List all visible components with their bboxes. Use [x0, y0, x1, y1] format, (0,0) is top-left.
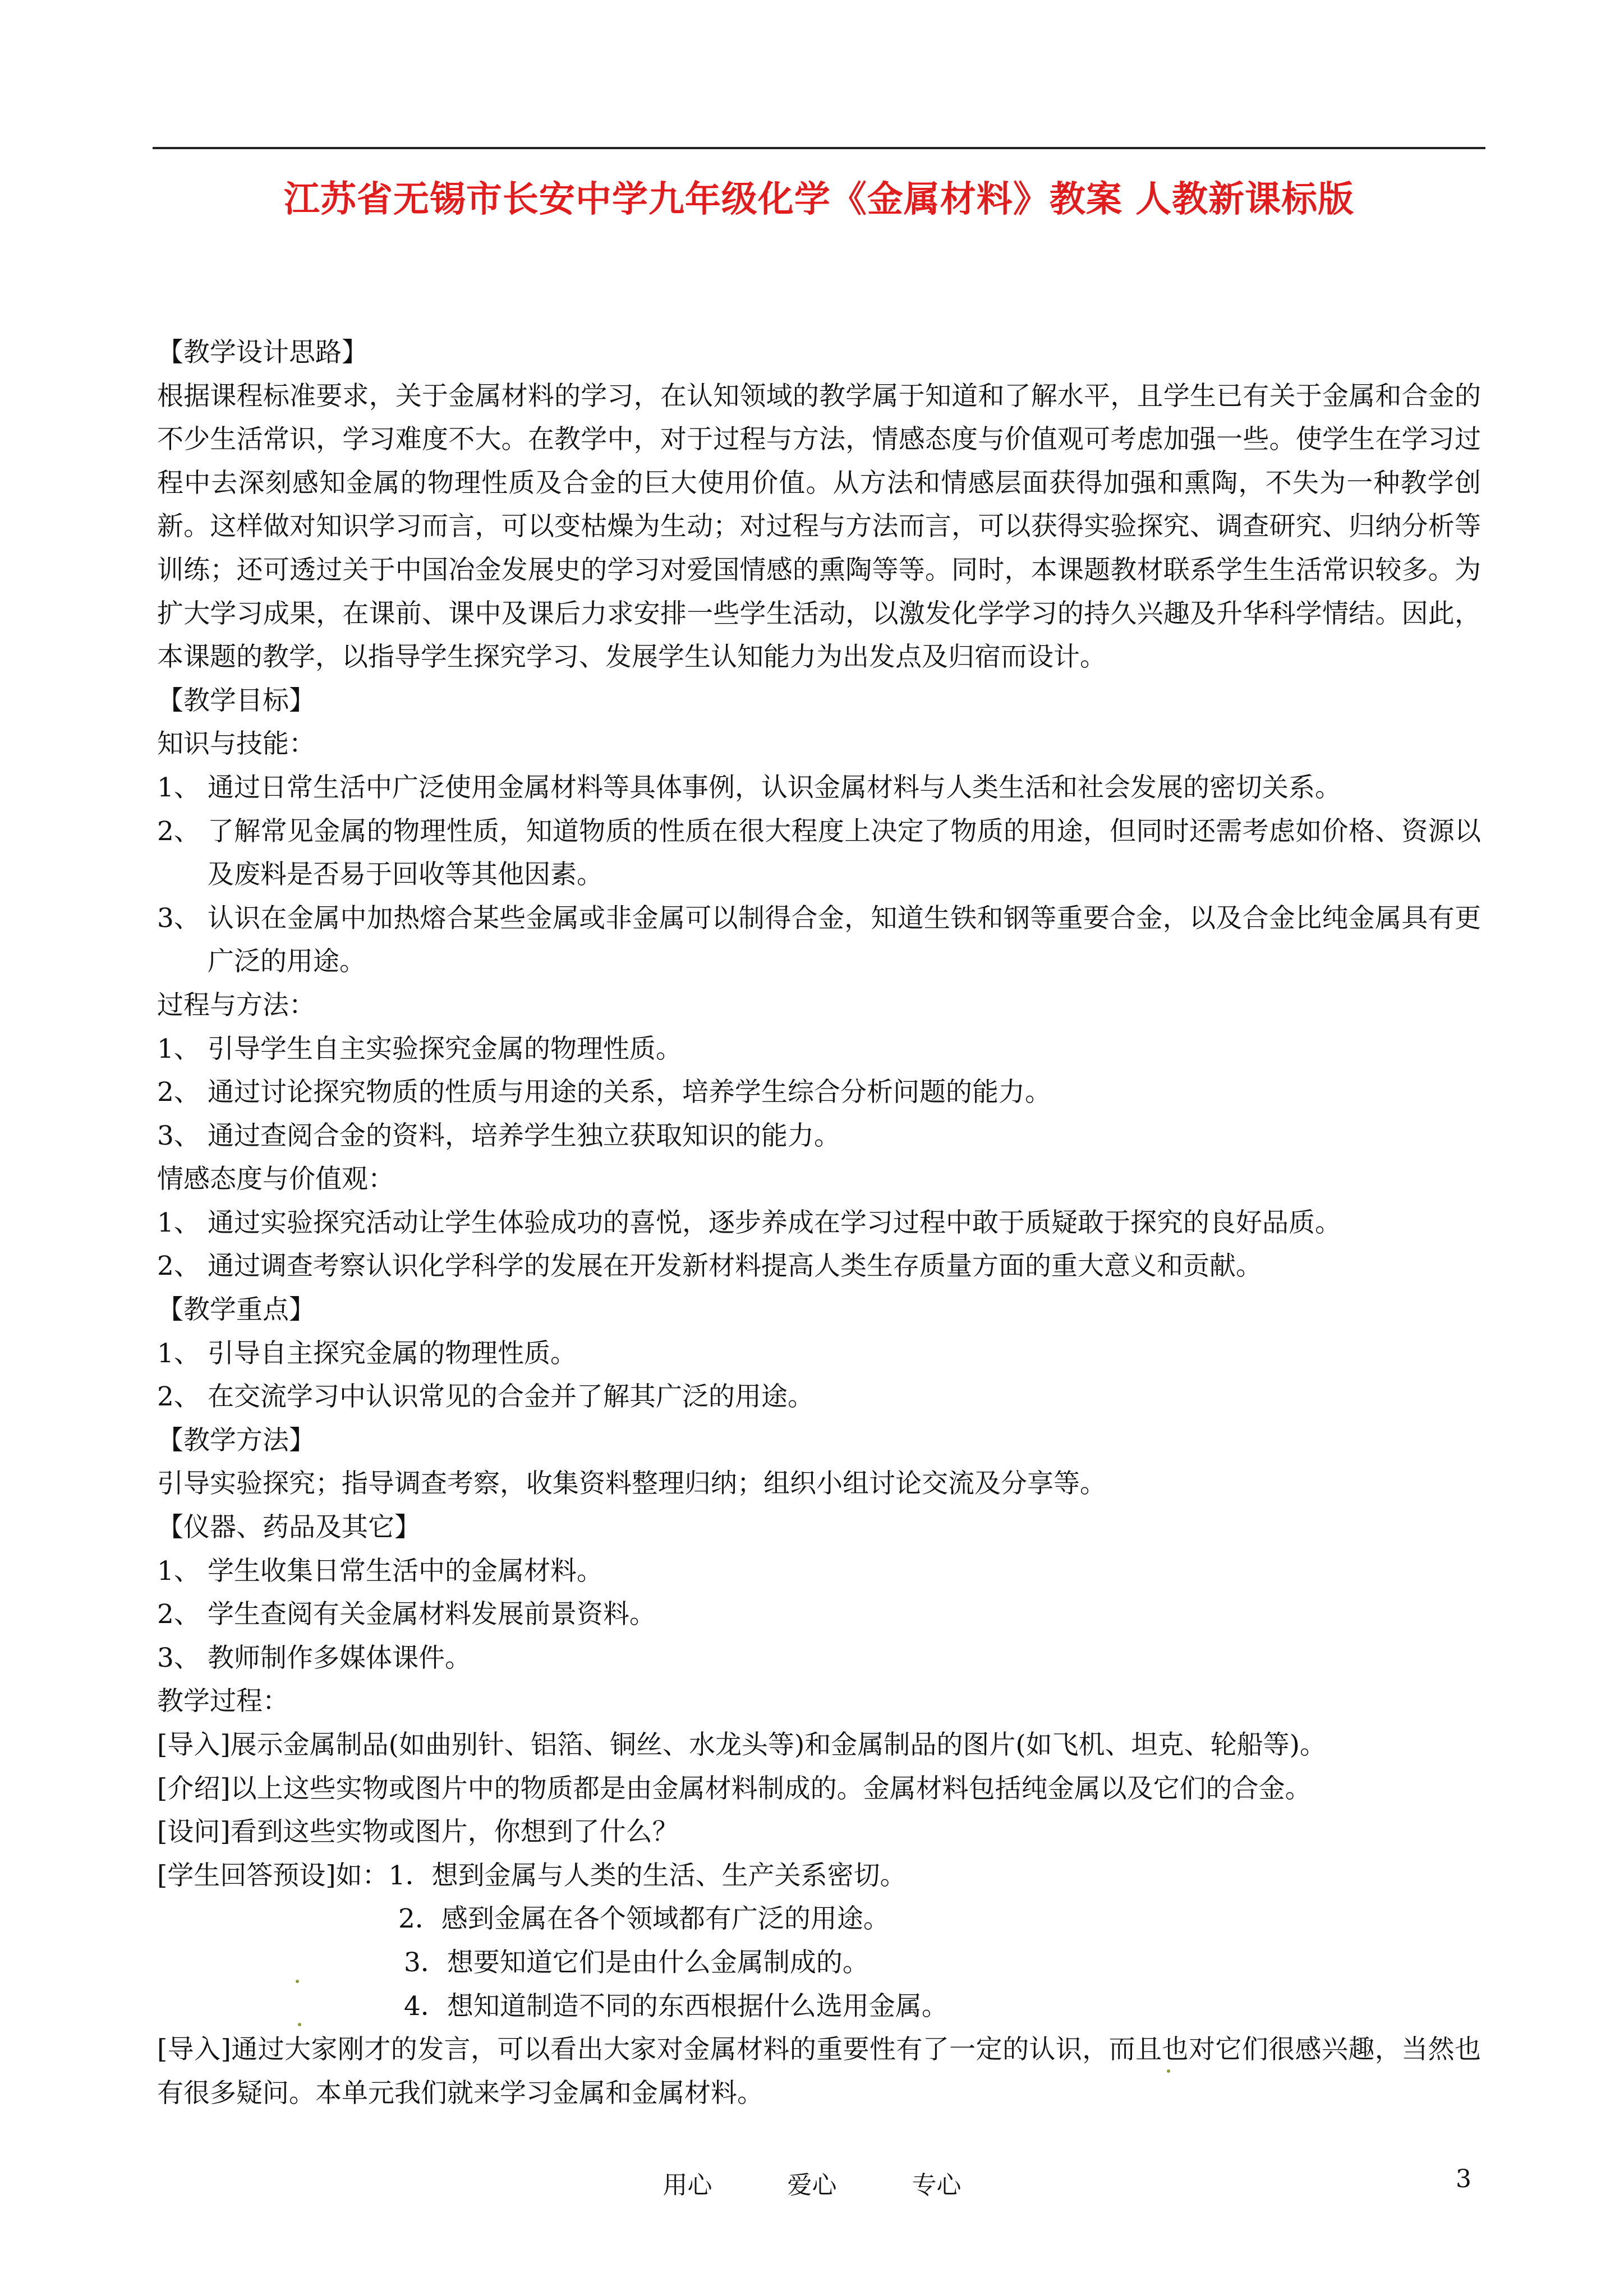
list-item: 1、 引导学生自主实验探究金属的物理性质。	[157, 1033, 682, 1064]
document-title: 江苏省无锡市长安中学九年级化学《金属材料》教案 人教新课标版	[283, 178, 1355, 220]
list-item: 2、 学生查阅有关金属材料发展前景资料。	[157, 1599, 656, 1630]
stray-dot	[296, 1980, 299, 1983]
answer-line-4: 4．想知道制造不同的东西根据什么选用金属。	[404, 1990, 948, 2022]
answer-line-1: [学生回答预设]如：1．想到金属与人类的生活、生产关系密切。	[157, 1860, 907, 1891]
list-item: 2、 通过调查考察认识化学科学的发展在开发新材料提高人类生存质量方面的重大意义和贡献。	[157, 1251, 1262, 1282]
process-heading: 过程与方法：	[157, 989, 315, 1021]
footer-item: 专心	[912, 2171, 961, 2200]
answer-line-3: 3．想要知道它们是由什么金属制成的。	[404, 1947, 869, 1978]
list-item: 3、 教师制作多媒体课件。	[157, 1642, 471, 1673]
header-rule	[153, 147, 1485, 149]
footer-item: 用心	[663, 2171, 712, 2200]
stray-dot	[298, 2023, 301, 2026]
stray-dot	[1167, 2069, 1170, 2073]
introduce-line: [介绍]以上这些实物或图片中的物质都是由金属材料制成的。金属材料包括纯金属以及它们的合金。	[157, 1773, 1312, 1804]
closing-paragraph: [导入]通过大家刚才的发言，可以看出大家对金属材料的重要性有了一定的认识，而且也对它们很感兴趣，当然也有很多疑问。本单元我们就来学习金属和金属材料。	[157, 2034, 1481, 2109]
list-item: 3、 认识在金属中加热熔合某些金属或非金属可以制得合金，知道生铁和钢等重要合金，以及合金比纯金属具有更广泛的用途。	[157, 902, 1481, 978]
document-body	[157, 331, 1481, 2115]
list-item: 1、 通过日常生活中广泛使用金属材料等具体事例，认识金属材料与人类生活和社会发展的密切关系。	[157, 772, 1341, 803]
teaching-process-heading: 教学过程：	[157, 1686, 289, 1717]
goals-heading: 【教学目标】	[157, 685, 315, 716]
page-number: 3	[1456, 2165, 1471, 2193]
intro-line: [导入]展示金属制品(如曲别针、铝箔、铜丝、水龙头等)和金属制品的图片(如飞机、坦克、轮船等)。	[157, 1730, 1327, 1760]
answer-line-2: 2．感到金属在各个领域都有广泛的用途。	[398, 1903, 890, 1935]
emotion-heading: 情感态度与价值观：	[157, 1164, 394, 1195]
list-item: 1、 学生收集日常生活中的金属材料。	[157, 1555, 603, 1587]
list-item: 1、 引导自主探究金属的物理性质。	[157, 1338, 577, 1369]
list-item: 2、 通过讨论探究物质的性质与用途的关系，培养学生综合分析问题的能力。	[157, 1077, 1051, 1108]
equipment-heading: 【仪器、药品及其它】	[157, 1512, 421, 1543]
focus-heading: 【教学重点】	[157, 1294, 315, 1326]
method-heading: 【教学方法】	[157, 1424, 315, 1456]
list-item: 1、 通过实验探究活动让学生体验成功的喜悦，逐步养成在学习过程中敢于质疑敢于探究的良好品质。	[157, 1207, 1341, 1238]
footer-motto	[0, 2165, 1624, 2201]
footer-item: 爱心	[787, 2171, 837, 2200]
list-item: 2、 在交流学习中认识常见的合金并了解其广泛的用途。	[157, 1381, 814, 1413]
method-paragraph: 引导实验探究；指导调查考察，收集资料整理归纳；组织小组讨论交流及分享等。	[157, 1468, 1106, 1500]
knowledge-heading: 知识与技能：	[157, 729, 315, 760]
design-paragraph: 根据课程标准要求，关于金属材料的学习，在认知领域的教学属于知道和了解水平，且学生已有关于金属和合金的不少生活常识，学习难度不大。在教学中，对于过程与方法，情感态度与价值观可考虑加强一些。使学生在学习过程中去深刻感知金属的物理性质及合金的巨大使用价值。从方法和情感层面获得加强和熏陶，不失为一种教学创新。这样做对知识学习而言，可以变枯燥为生动；对过程与方法而言，可以获得实验探究、调查研究、归纳分析等训练；还可透过关于中国冶金发展史的学习对爱国情感的熏陶等等。同时，本课题教材联系学生生活常识较多。为扩大学习成果，在课前、课中及课后力求安排一些学生活动，以激发化学学习的持久兴趣及升华科学情结。因此，本课题的教学，以指导学生探究学习、发展学生认知能力为出发点及归宿而设计。	[157, 380, 1481, 673]
question-line: [设问]看到这些实物或图片，你想到了什么？	[157, 1816, 679, 1848]
list-item: 3、 通过查阅合金的资料，培养学生独立获取知识的能力。	[157, 1120, 840, 1151]
list-item: 2、 了解常见金属的物理性质，知道物质的性质在很大程度上决定了物质的用途，但同时还需考虑如价格、资源以及废料是否易于回收等其他因素。	[157, 815, 1481, 891]
design-heading: 【教学设计思路】	[157, 337, 368, 368]
